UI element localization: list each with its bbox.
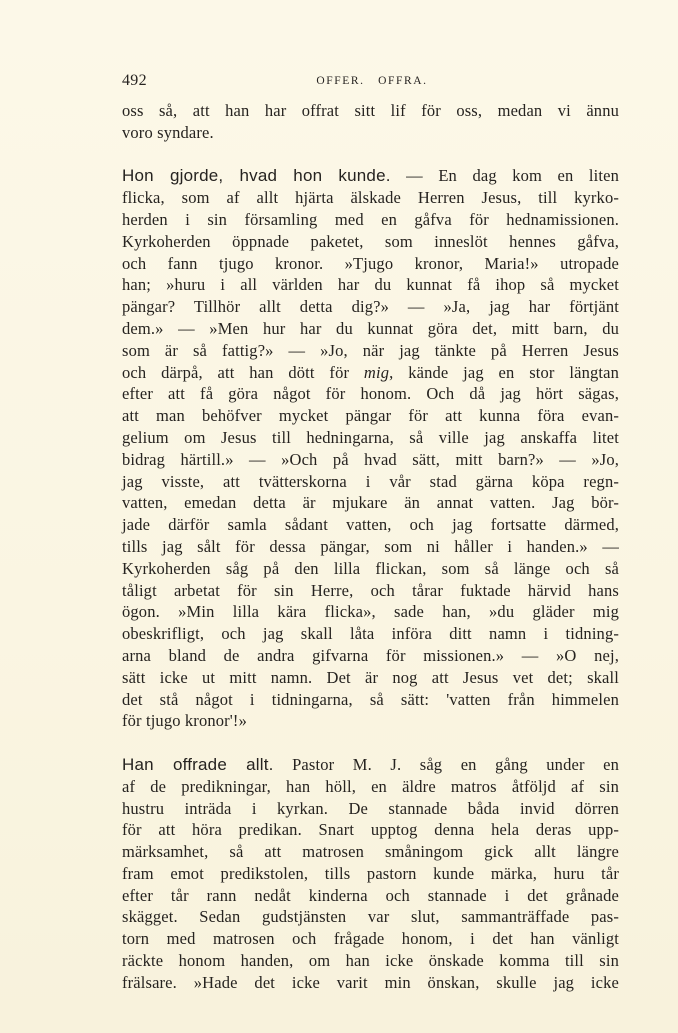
text-line: tåligt arbetat för sin Herre, och tårar fuktade härvid hans <box>122 580 619 600</box>
emphasis: mig <box>363 362 390 382</box>
text-line: skägget. Sedan gudstjänsten var slut, sammanträffade pas- <box>122 907 619 927</box>
text-line: sätt icke ut mitt namn. Det är nog att Jesus vet det; skall <box>122 667 619 687</box>
text-line: obeskrifligt, och jag skall låta införa ditt namn i tidning- <box>122 624 619 644</box>
text-line: han; »huru i all världen har du kunnat få ihop så mycket <box>122 275 619 295</box>
text-line: räckte honom handen, om han icke önskade komma till sin <box>122 951 619 971</box>
text-run: Pastor M. J. såg en gång under en <box>292 754 619 774</box>
text-line: Kyrkoherden öppnade paketet, som inneslöt hennes gåfva, <box>122 231 619 251</box>
paragraph-gap <box>122 144 619 166</box>
text-line: efter tår rann nedåt kinderna och stannade i det grånade <box>122 885 619 905</box>
text-line: som är så fattig?» — »Jo, när jag tänkte på Herren Jesus <box>122 340 619 360</box>
text-line: frälsare. »Hade det icke varit min önskan, skulle jag icke <box>122 972 619 992</box>
text-line: torn med matrosen och frågade honom, i det han vänligt <box>122 929 619 949</box>
text-line: för tjugo kronor'!» <box>122 711 247 731</box>
running-title: OFFER. OFFRA. <box>316 75 428 87</box>
section-heading: Hon gjorde, hvad hon kunde. <box>122 166 391 186</box>
text-line: att man behöfver mycket pängar för att kunna föra evan- <box>122 406 619 426</box>
text-line: och fann tjugo kronor. »Tjugo kronor, Maria!» utropade <box>122 253 619 273</box>
text-line: flicka, som af allt hjärta älskade Herren Jesus, till kyrko- <box>122 188 619 208</box>
section-heading-line <box>122 754 619 776</box>
text-run: — En dag kom en liten <box>406 166 619 186</box>
text-line: hustru inträda i kyrkan. De stannade båda invid dörren <box>122 798 619 818</box>
text-line: af de predikningar, han höll, en äldre matros åtföljd af sin <box>122 776 619 796</box>
body-text <box>122 100 619 994</box>
text-line: ögon. »Min lilla kära flicka», sade han, »du gläder mig <box>122 602 619 622</box>
text-line: efter att få göra något för honom. Och då jag hört sägas, <box>122 384 619 404</box>
paragraph-gap <box>122 732 619 754</box>
text-line: dem.» — »Men hur har du kunnat göra det, mitt barn, du <box>122 318 619 338</box>
running-head <box>122 72 622 94</box>
text-line: gelium om Jesus till hedningarna, så ville jag anskaffa litet <box>122 427 619 447</box>
text-line: jag visste, att tvätterskorna i vår stad gärna köpa regn- <box>122 471 619 491</box>
text-line: tills jag sålt för dessa pängar, som ni håller i handen.» — <box>122 536 619 556</box>
text-line: märksamhet, så att matrosen småningom gick allt längre <box>122 842 619 862</box>
text-line: det stå något i tidningarna, så sätt: 'vatten från himmelen <box>122 689 619 709</box>
text-line: voro syndare. <box>122 122 214 142</box>
text-line: bidrag härtill.» — »Och på hvad sätt, mitt barn?» — »Jo, <box>122 449 619 469</box>
text-line: pängar? Tillhör allt detta dig?» — »Ja, jag har förtjänt <box>122 297 619 317</box>
text-line: jade därför samla sådant vatten, och jag fortsatte därmed, <box>122 515 619 535</box>
text-line: vatten, emedan detta är mjukare än annat vatten. Jag bör- <box>122 493 619 513</box>
text-line: fram emot predikstolen, tills pastorn kunde märka, huru tår <box>122 863 619 883</box>
text-line: oss så, att han har offrat sitt lif för oss, medan vi ännu <box>122 101 619 120</box>
text-line: för att höra predikan. Snart upptog denna hela deras upp- <box>122 820 619 840</box>
text-line: Kyrkoherden såg på den lilla flickan, som så länge och så <box>122 558 619 578</box>
text-line: arna bland de andra gifvarna för missionen.» — »O nej, <box>122 645 619 665</box>
page-number: 492 <box>122 72 147 89</box>
section-heading: Han offrade allt. <box>122 754 274 774</box>
section-heading-line <box>122 165 619 187</box>
text-line: och därpå, att han dött för mig, kände jag en stor längtan <box>122 362 619 382</box>
text-line: herden i sin församling med en gåfva för hednamissionen. <box>122 209 619 229</box>
